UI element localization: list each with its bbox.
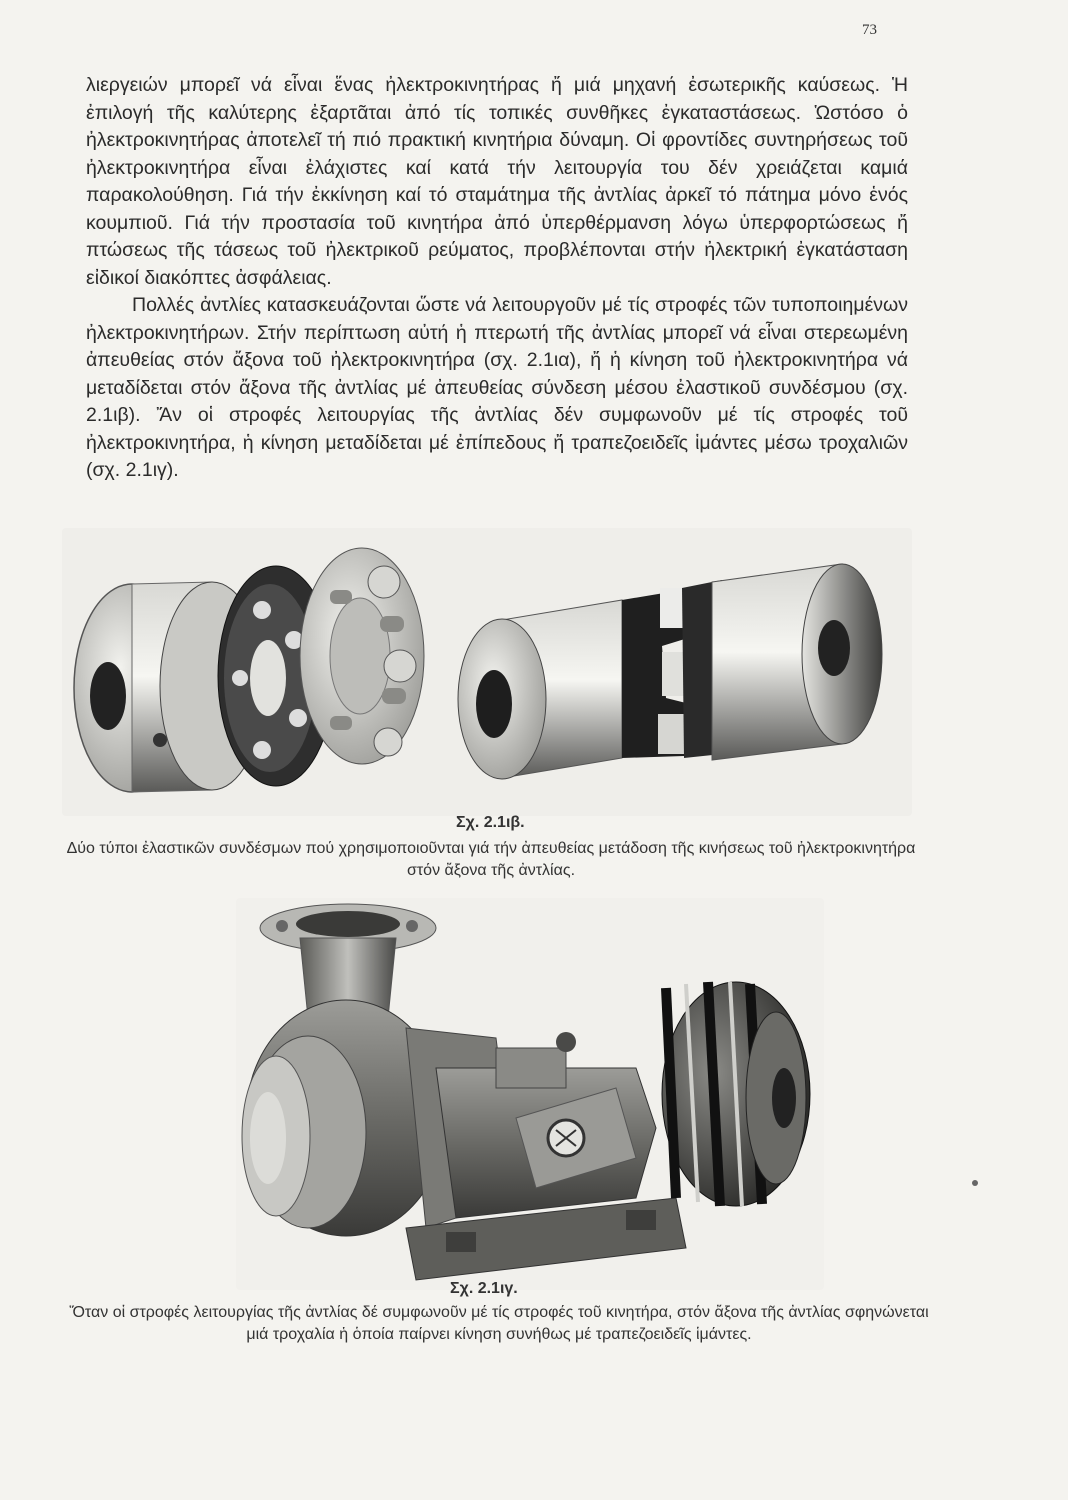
figure-label: Σχ. 2.1ιγ. — [450, 1280, 518, 1297]
paragraph: λιεργειών μπορεῖ νά εἶναι ἕνας ἠλεκτροκινητήρας ἤ μιά μηχανή ἐσωτερικῆς καύσεως. Ἡ ἐπιλογή τῆς καλύτερης ἐξαρτᾶται ἀπό τίς τοπικές συνθῆκες ἐγκαταστάσεως. Ὡστόσο ὁ ἠλεκτροκινητήρας ἀποτελεῖ τή πιό πρακτική κινητήρια δύναμη. Οἱ φροντίδες συντηρήσεως τοῦ ἠλεκτροκινητήρα εἶναι ἐλάχιστες καί κατά τήν λειτουργία του δέν χρειάζεται καμιά παρακολούθηση. Γιά τήν ἐκκίνηση καί τό σταμάτημα τῆς ἀντλίας ἀρκεῖ τό πάτημα μόνο ἑνός κουμπιοῦ. Γιά τήν προστασία τοῦ κινητήρα ἀπό ὑπερθέρμανση λόγω ὑπερφορτώσεως ἤ πτώσεως τῆς τάσεως τοῦ ἠλεκτρικοῦ ρεύματος, προβλέπονται στήν ἠλεκτρική ἐγκατάσταση εἰδικοί διακόπτες ἀσφάλειας. — [86, 74, 908, 289]
pump-photo — [236, 898, 824, 1290]
coupling-photo — [62, 528, 912, 816]
coupling-illustration — [62, 528, 912, 816]
v-belt-pulley — [662, 982, 810, 1206]
body-text — [86, 72, 908, 485]
left-coupling — [74, 548, 424, 792]
pump-illustration — [236, 898, 824, 1290]
paragraph: Πολλές ἀντλίες κατασκευάζονται ὥστε νά λειτουργοῦν μέ τίς στροφές τῶν τυποποιημένων ἠλεκτροκινητήρων. Στήν περίπτωση αὐτή ἡ πτερωτή τῆς ἀντλίας μπορεῖ νά εἶναι στερεωμένη ἀπευθείας στόν ἄξονα τοῦ ἠλεκτροκινητήρα (σχ. 2.1ια), ἤ ἡ κίνηση τοῦ ἠλεκτροκινητήρα νά μεταδίδεται στόν ἄξονα τῆς ἀντλίας μέ ἀπευθείας σύνδεση μέσου ἐλαστικοῦ συνδέσμου (σχ. 2.1ιβ). Ἄν οἱ στροφές λειτουργίας τῆς ἀντλίας δέν συμφωνοῦν μέ τίς στροφές τοῦ ἠλεκτροκινητήρα, ἡ κίνηση μεταδίδεται μέ ἐπίπεδους ἤ τραπεζοειδεῖς ἱμάντες μέσω τροχαλιῶν (σχ. 2.1ιγ). — [86, 294, 908, 481]
figure-caption: Δύο τύποι ἐλαστικῶν συνδέσμων πού χρησιμοποιοῦνται γιά τήν ἀπευθείας μετάδοση τῆς κινήσεως τοῦ ἠλεκτροκινητήρα στόν ἄξονα τῆς ἀντλίας. — [66, 840, 916, 879]
page-number: 73 — [862, 22, 877, 38]
figure-caption: Ὅταν οἱ στροφές λειτουργίας τῆς ἀντλίας δέ συμφωνοῦν μέ τίς στροφές τοῦ κινητήρα, στόν ἄξονα τῆς ἀντλίας σφηνώνεται μιά τροχαλία ἡ ὁποία παίρνει κίνηση συνήθως μέ τραπεζοειδεῖς ἱμάντες. — [69, 1304, 929, 1343]
print-speck — [972, 1180, 978, 1186]
figure-label: Σχ. 2.1ιβ. — [456, 814, 525, 831]
